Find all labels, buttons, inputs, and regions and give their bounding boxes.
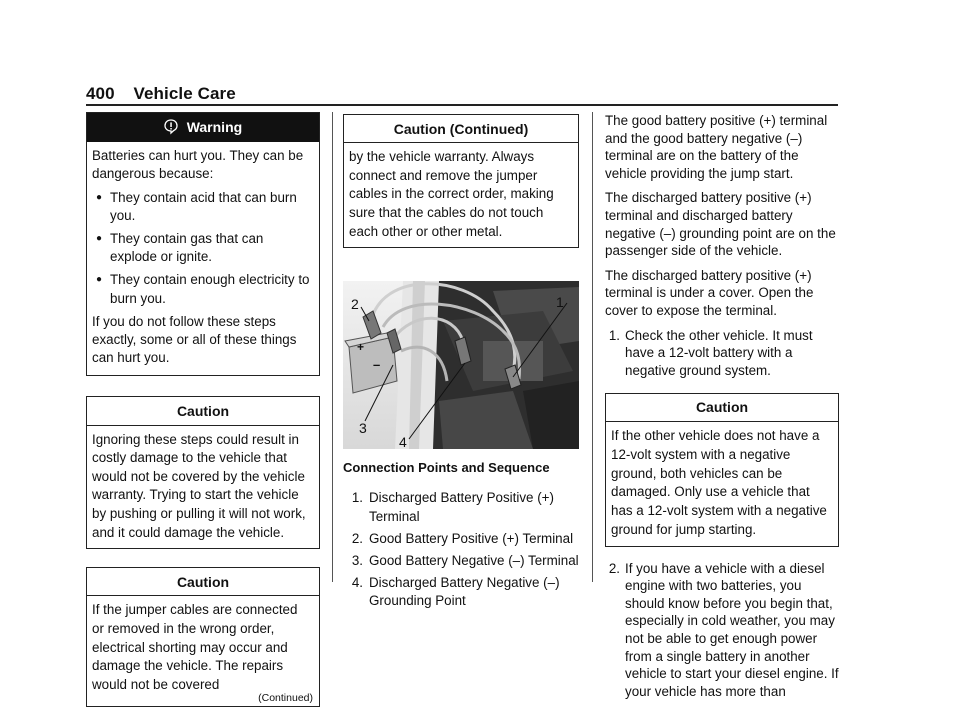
bullet-dot: ● xyxy=(96,191,103,203)
warning-bullet-text: They contain gas that can explode or ignite. xyxy=(110,231,264,265)
warning-intro: Batteries can hurt you. They can be dangerous because: xyxy=(92,148,304,182)
list-number: 4. xyxy=(351,575,363,591)
caution-box-3 xyxy=(605,393,839,546)
caution-body: If the other vehicle does not have a 12-volt system with a negative ground, both vehicles can be damaged. Only use a vehicle that has a 12-volt system with a negative ground for jump starting. xyxy=(611,427,827,537)
warning-bullet xyxy=(96,189,313,225)
caution-header: Caution (Continued) xyxy=(344,115,578,143)
battery-connection-figure xyxy=(343,281,579,449)
list-number: 3. xyxy=(351,552,363,568)
figure-caption: Connection Points and Sequence xyxy=(343,460,550,476)
caution-header: Caution xyxy=(87,568,319,596)
callout-4: 4 xyxy=(399,434,407,451)
caution-box-2 xyxy=(86,567,320,707)
caution-header: Caution xyxy=(606,394,838,422)
continued-label: (Continued) xyxy=(258,692,313,705)
body-paragraph: The discharged battery positive (+) terminal is under a cover. Open the cover to expose the terminal. xyxy=(605,267,814,318)
warning-bullet-text: They contain acid that can burn you. xyxy=(110,189,297,223)
list-item xyxy=(343,552,579,570)
body-paragraph: The discharged battery positive (+) terminal and discharged battery negative (–) grounding point are on the passenger side of the vehicle. xyxy=(605,190,836,259)
svg-text:–: – xyxy=(373,357,381,373)
connection-sequence-list xyxy=(343,489,579,610)
step-text: If you have a vehicle with a diesel engine with two batteries, you should know before you begin that, especially in cold weather, you may not be able to get enough power from a single battery in another vehicle to start your diesel engine. If your vehicle has more than xyxy=(625,560,839,699)
svg-text:+: + xyxy=(357,340,365,355)
list-text: Good Battery Negative (–) Terminal xyxy=(369,552,579,568)
column-right xyxy=(605,112,839,706)
column-divider xyxy=(332,112,333,582)
caution-body: by the vehicle warranty. Always connect and remove the jumper cables in the correct order, making sure that the cables do not touch each other or other metal. xyxy=(349,149,554,239)
warning-bullet xyxy=(96,271,313,307)
list-item xyxy=(343,530,579,548)
caution-box-1 xyxy=(86,396,320,549)
list-text: Discharged Battery Positive (+) Terminal xyxy=(369,490,554,524)
step-item xyxy=(605,560,839,701)
bullet-dot: ● xyxy=(96,274,103,286)
list-item xyxy=(343,489,579,525)
warning-bullet-text: They contain enough electricity to burn you. xyxy=(110,272,310,306)
page-header xyxy=(86,84,236,104)
column-left xyxy=(86,112,320,707)
step-text: Check the other vehicle. It must have a 12-volt battery with a negative ground system. xyxy=(625,327,813,378)
header-rule xyxy=(86,104,838,106)
callout-1: 1 xyxy=(556,294,564,311)
warning-icon xyxy=(164,119,178,138)
caution-continued-box xyxy=(343,114,579,248)
warning-bullet xyxy=(96,230,313,266)
caution-body: If the jumper cables are connected or removed in the wrong order, electrical shorting may occur and damage the vehicle. The repairs would not be covered xyxy=(92,602,298,692)
list-text: Good Battery Positive (+) Terminal xyxy=(369,530,574,546)
list-item xyxy=(343,574,579,610)
caution-header: Caution xyxy=(87,397,319,425)
callout-2: 2 xyxy=(351,296,359,313)
column-middle xyxy=(343,112,579,615)
body-paragraph: The good battery positive (+) terminal and the good battery negative (–) terminal are on the battery of the vehicle providing the jump start. xyxy=(605,113,828,181)
step-number: 1. xyxy=(608,327,620,343)
warning-box xyxy=(86,112,320,376)
list-text: Discharged Battery Negative (–) Grounding Point xyxy=(369,575,560,609)
section-title: Vehicle Care xyxy=(133,84,236,103)
page-number: 400 xyxy=(86,84,115,103)
caution-body-wrap xyxy=(87,596,319,706)
warning-header xyxy=(87,113,319,142)
warning-body xyxy=(87,142,319,375)
column-divider xyxy=(592,112,593,582)
caution-body: Ignoring these steps could result in costly damage to the vehicle that would not be covered by the vehicle warranty. Trying to start the vehicle by pushing or pulling it will not work, and it could damage the vehicle. xyxy=(92,431,306,540)
step-number: 2. xyxy=(608,560,620,576)
warning-title: Warning xyxy=(186,119,243,135)
warning-closing: If you do not follow these steps exactly, some or all of these things can hurt you. xyxy=(92,313,297,366)
list-number: 2. xyxy=(351,530,363,546)
engine-bay-illustration xyxy=(343,281,579,449)
step-item xyxy=(605,327,839,380)
list-number: 1. xyxy=(351,490,363,506)
callout-3: 3 xyxy=(359,420,367,437)
bullet-dot: ● xyxy=(96,233,103,245)
